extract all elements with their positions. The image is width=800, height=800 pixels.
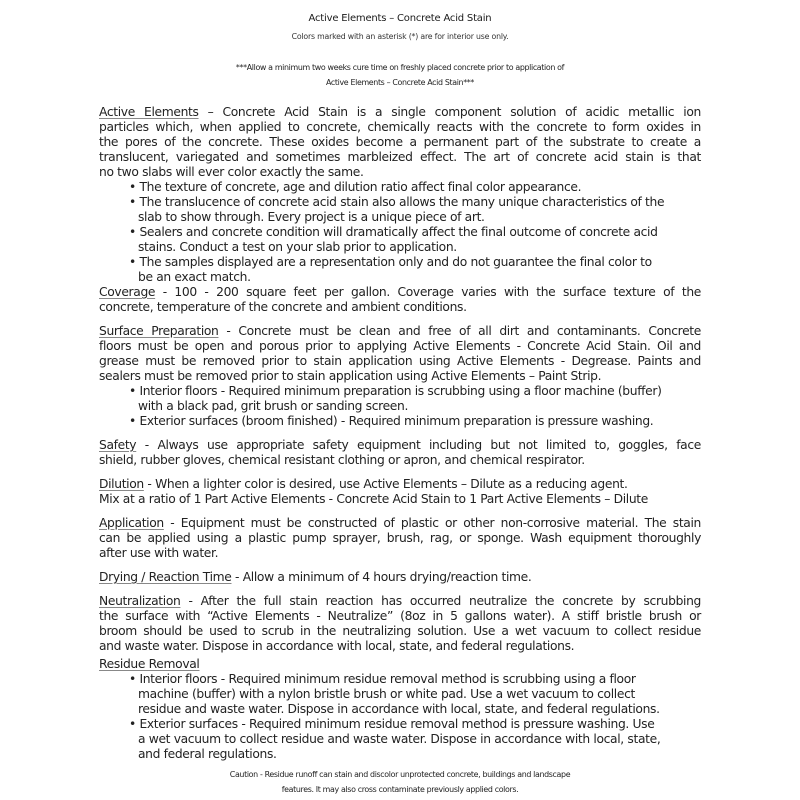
page-subtitle: Colors marked with an asterisk (*) are for interior use only.	[291, 32, 509, 41]
cure-notice-line-1: ***Allow a minimum two weeks cure time on freshly placed concrete prior to application of	[235, 63, 565, 72]
section-heading-coverage: Coverage	[99, 285, 156, 299]
intro-bullet-1: • The texture of concrete, age and dilution ratio affect final color appearance.	[129, 180, 582, 194]
intro-bullet-4: • The samples displayed are a representation only and do not guarantee the final color to	[129, 255, 652, 269]
section-heading-surface-preparation: Surface Preparation	[99, 324, 219, 338]
surface-prep-line-3: grease must be removed prior to stain application using Active Elements - Degrease. Paints and	[99, 354, 701, 368]
surface-prep-bullet-2: • Exterior surfaces (broom finished) - Required minimum preparation is pressure washing.	[129, 414, 654, 428]
residue-removal-heading-line	[99, 657, 200, 672]
application-line-1: Application - Equipment must be constructed of plastic or other non-corrosive material. The stain	[99, 516, 701, 530]
application-line-3: after use with water.	[99, 546, 219, 560]
residue-bullet-1-cont-1: machine (buffer) with a nylon bristle brush or white pad. Use a wet vacuum to collect	[138, 687, 635, 701]
caution-line-1: Caution - Residue runoff can stain and discolor unprotected concrete, buildings and landscape	[229, 770, 571, 779]
surface-prep-line-4: sealers must be removed prior to stain application using Active Elements – Paint Strip.	[99, 369, 602, 383]
residue-bullet-1: • Interior floors - Required minimum residue removal method is scrubbing using a floor	[129, 672, 636, 686]
section-heading-drying-reaction-time: Drying / Reaction Time	[99, 570, 232, 584]
intro-line-5: no two slabs will ever color exactly the same.	[99, 165, 364, 179]
page-title: Active Elements – Concrete Acid Stain	[308, 13, 492, 24]
safety-line-2: shield, rubber gloves, chemical resistant clothing or apron, and chemical respirator.	[99, 453, 585, 467]
intro-bullet-2: • The translucence of concrete acid stain also allows the many unique characteristics of the	[129, 195, 665, 209]
caution-line-2: features. It may also cross contaminate previously applied colors.	[281, 785, 519, 794]
residue-bullet-2-cont-1: a wet vacuum to collect residue and waste water. Dispose in accordance with local, state,	[138, 732, 661, 746]
dilution-line-1: Dilution - When a lighter color is desired, use Active Elements – Dilute as a reducing agent.	[99, 477, 628, 491]
intro-line-3: the pores of the concrete. These oxides become a permanent part of the substrate to create a	[99, 135, 701, 149]
neutralization-line-4: and waste water. Dispose in accordance with local, state, and federal regulations.	[99, 639, 575, 653]
neutralization-line-1: Neutralization - After the full stain reaction has occurred neutralize the concrete by scrubbing	[99, 594, 701, 608]
intro-line-4: translucent, variegated and sometimes marbleized effect. The art of concrete acid stain is that	[99, 150, 701, 164]
intro-bullet-2-cont: slab to show through. Every project is a unique piece of art.	[138, 210, 485, 224]
intro-bullet-3-cont: stains. Conduct a test on your slab prior to application.	[138, 240, 457, 254]
section-heading-safety: Safety	[99, 438, 137, 452]
residue-bullet-2-cont-2: and federal regulations.	[138, 747, 277, 761]
drying-line-1: Drying / Reaction Time - Allow a minimum of 4 hours drying/reaction time.	[99, 570, 532, 584]
surface-prep-bullet-1-cont: with a black pad, grit brush or sanding screen.	[138, 399, 409, 413]
section-heading-active-elements: Active Elements	[99, 105, 199, 119]
section-heading-residue-removal: Residue Removal	[99, 657, 200, 671]
intro-line-2: particles which, when applied to concrete, chemically reacts with the concrete to form oxides in	[99, 120, 701, 134]
neutralization-line-2: the surface with “Active Elements - Neutralize” (8oz in 5 gallons water). A stiff bristle brush or	[99, 609, 701, 623]
section-heading-dilution: Dilution	[99, 477, 144, 491]
intro-line-1: Active Elements – Concrete Acid Stain is a single component solution of acidic metallic ion	[99, 105, 701, 119]
section-heading-application: Application	[99, 516, 164, 530]
coverage-line-1: Coverage - 100 - 200 square feet per gallon. Coverage varies with the surface texture of the	[99, 285, 701, 299]
cure-notice-line-2: Active Elements – Concrete Acid Stain***	[326, 78, 474, 87]
surface-prep-bullet-1: • Interior floors - Required minimum preparation is scrubbing using a floor machine (buffer)	[129, 384, 662, 398]
application-line-2: can be applied using a plastic pump sprayer, brush, rag, or sponge. Wash equipment thoroughly	[99, 531, 701, 545]
safety-line-1: Safety - Always use appropriate safety equipment including but not limited to, goggles, face	[99, 438, 701, 452]
surface-prep-line-1: Surface Preparation - Concrete must be clean and free of all dirt and contaminants. Concrete	[99, 324, 701, 338]
surface-prep-line-2: floors must be open and porous prior to applying Active Elements - Concrete Acid Stain. Oil and	[99, 339, 701, 353]
coverage-line-2: concrete, temperature of the concrete and ambient conditions.	[99, 300, 467, 314]
dilution-line-2: Mix at a ratio of 1 Part Active Elements - Concrete Acid Stain to 1 Part Active Elements – Dilute	[99, 492, 648, 506]
neutralization-line-3: broom should be used to scrub in the neutralizing solution. Use a wet vacuum to collect residue	[99, 624, 701, 638]
residue-bullet-2: • Exterior surfaces - Required minimum residue removal method is pressure washing. Use	[129, 717, 655, 731]
intro-bullet-4-cont: be an exact match.	[138, 270, 251, 284]
intro-bullet-3: • Sealers and concrete condition will dramatically affect the final outcome of concrete acid	[129, 225, 658, 239]
residue-bullet-1-cont-2: residue and waste water. Dispose in accordance with local, state, and federal regulations.	[138, 702, 660, 716]
section-heading-neutralization: Neutralization	[99, 594, 181, 608]
